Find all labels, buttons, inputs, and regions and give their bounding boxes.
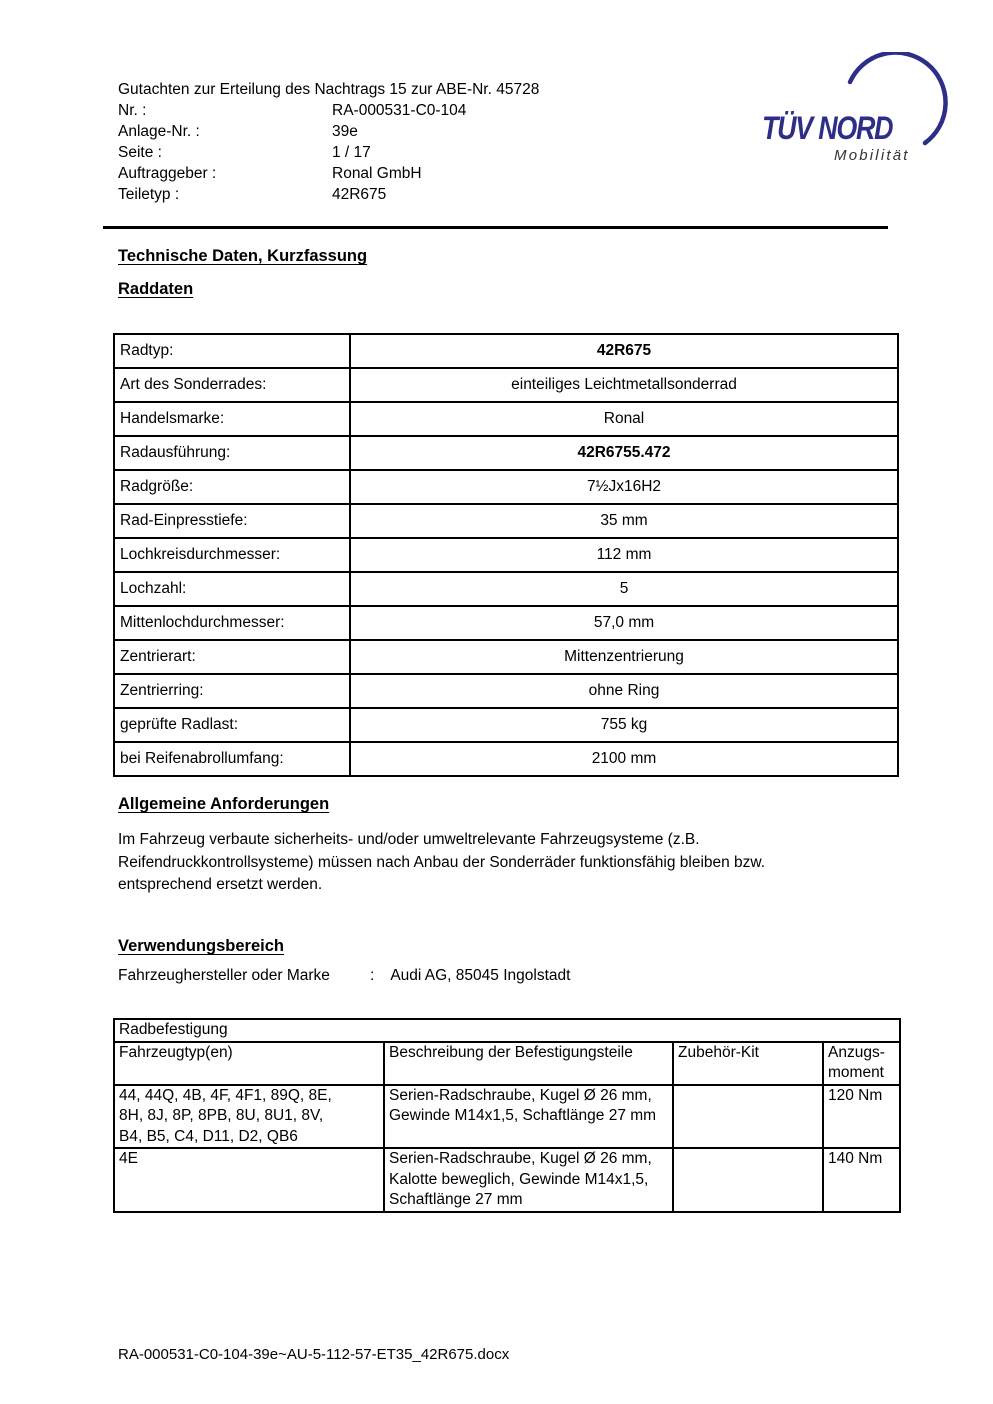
row-label: Mittenlochdurchmesser: xyxy=(114,606,350,640)
fahrzeughersteller-line xyxy=(118,967,570,985)
cell-beschreibung: Serien-Radschraube, Kugel Ø 26 mm, Kalotte beweglich, Gewinde M14x1,5, Schaftlänge 27 mm xyxy=(384,1148,673,1212)
cell-fahrzeugtypen: 44, 44Q, 4B, 4F, 4F1, 89Q, 8E, 8H, 8J, 8P, 8PB, 8U, 8U1, 8V, B4, B5, C4, D11, D2, QB6 xyxy=(114,1085,384,1149)
cell-fahrzeugtypen: 4E xyxy=(114,1148,384,1212)
table-row xyxy=(114,1085,900,1149)
section-heading-raddaten: Raddaten xyxy=(118,280,194,298)
table-row xyxy=(114,1148,900,1212)
row-label: Radgröße: xyxy=(114,470,350,504)
field-value: 42R675 xyxy=(332,186,387,203)
paragraph-line: Im Fahrzeug verbaute sicherheits- und/oder umweltrelevante Fahrzeugsysteme (z.B. xyxy=(118,831,700,848)
header-field-anlage-nr xyxy=(118,121,539,142)
fahrzeughersteller-label: Fahrzeughersteller oder Marke xyxy=(118,967,330,984)
cell-zubehoer xyxy=(673,1148,823,1212)
row-value: Mittenzentrierung xyxy=(350,640,898,674)
row-label: Lochkreisdurchmesser: xyxy=(114,538,350,572)
table-title: Radbefestigung xyxy=(114,1019,900,1042)
row-value: 755 kg xyxy=(350,708,898,742)
field-value: 39e xyxy=(332,123,358,140)
tuev-nord-logo xyxy=(748,52,958,177)
table-row xyxy=(114,640,898,674)
cell-zubehoer xyxy=(673,1085,823,1149)
row-label: Radausführung: xyxy=(114,436,350,470)
section-heading-verwendungsbereich: Verwendungsbereich xyxy=(118,937,284,955)
header-divider xyxy=(103,226,888,229)
table-row xyxy=(114,436,898,470)
field-label: Auftraggeber : xyxy=(118,165,217,182)
field-label: Nr. : xyxy=(118,102,147,119)
header-field-seite xyxy=(118,142,539,163)
paragraph-line: entsprechend ersetzt werden. xyxy=(118,876,323,893)
row-value: 112 mm xyxy=(350,538,898,572)
paragraph-line: Reifendruckkontrollsysteme) müssen nach Anbau der Sonderräder funktionsfähig bleiben bzw. xyxy=(118,853,766,871)
table-row xyxy=(114,334,898,368)
table-row xyxy=(114,674,898,708)
row-value: einteiliges Leichtmetallsonderrad xyxy=(350,368,898,402)
section-heading-allgemeine-anforderungen: Allgemeine Anforderungen xyxy=(118,795,330,813)
field-label: Seite : xyxy=(118,144,162,161)
row-value: ohne Ring xyxy=(350,674,898,708)
table-row xyxy=(114,708,898,742)
table-row xyxy=(114,402,898,436)
row-value: 35 mm xyxy=(350,504,898,538)
row-value: 42R675 xyxy=(350,334,898,368)
row-label: geprüfte Radlast: xyxy=(114,708,350,742)
row-label: Art des Sonderrades: xyxy=(114,368,350,402)
cell-beschreibung: Serien-Radschraube, Kugel Ø 26 mm, Gewinde M14x1,5, Schaftlänge 27 mm xyxy=(384,1085,673,1149)
field-value: 1 / 17 xyxy=(332,144,371,161)
allgemeine-paragraph xyxy=(118,829,765,897)
row-value: 57,0 mm xyxy=(350,606,898,640)
row-value: 7½Jx16H2 xyxy=(350,470,898,504)
column-header-anzugsmoment: Anzugs- moment xyxy=(823,1042,900,1085)
fahrzeughersteller-colon: : xyxy=(370,967,375,984)
row-label: bei Reifenabrollumfang: xyxy=(114,742,350,776)
field-value: RA-000531-C0-104 xyxy=(332,102,467,119)
section-heading-technische-daten: Technische Daten, Kurzfassung xyxy=(118,247,368,265)
logo-wordmark: TÜV NORD xyxy=(762,110,893,146)
table-row xyxy=(114,538,898,572)
header-field-nr xyxy=(118,100,539,121)
row-value: Ronal xyxy=(350,402,898,436)
table-row xyxy=(114,504,898,538)
row-label: Rad-Einpresstiefe: xyxy=(114,504,350,538)
table-row xyxy=(114,572,898,606)
field-label: Teiletyp : xyxy=(118,186,180,203)
table-header-row xyxy=(114,1042,900,1085)
cell-anzugsmoment: 140 Nm xyxy=(823,1148,900,1212)
raddaten-table xyxy=(113,333,899,777)
header-field-auftraggeber xyxy=(118,163,539,184)
field-label: Anlage-Nr. : xyxy=(118,123,200,140)
table-row xyxy=(114,368,898,402)
row-label: Zentrierart: xyxy=(114,640,350,674)
document-title: Gutachten zur Erteilung des Nachtrags 15 zur ABE-Nr. 45728 xyxy=(118,81,540,98)
logo-subtitle: Mobilität xyxy=(834,147,910,164)
cell-anzugsmoment: 120 Nm xyxy=(823,1085,900,1149)
row-label: Zentrierring: xyxy=(114,674,350,708)
radbefestigung-table xyxy=(113,1018,901,1213)
fahrzeughersteller-value: Audi AG, 85045 Ingolstadt xyxy=(390,967,571,984)
field-value: Ronal GmbH xyxy=(332,165,422,182)
column-header-fahrzeugtypen: Fahrzeugtyp(en) xyxy=(114,1042,384,1085)
row-label: Lochzahl: xyxy=(114,572,350,606)
row-value: 42R6755.472 xyxy=(350,436,898,470)
column-header-beschreibung: Beschreibung der Befestigungsteile xyxy=(384,1042,673,1085)
table-title-row xyxy=(114,1019,900,1042)
row-value: 5 xyxy=(350,572,898,606)
column-header-zubehoer-kit: Zubehör-Kit xyxy=(673,1042,823,1085)
document-filename: RA-000531-C0-104-39e~AU-5-112-57-ET35_42R675.docx xyxy=(118,1346,510,1363)
header-field-teiletyp xyxy=(118,184,539,205)
row-value: 2100 mm xyxy=(350,742,898,776)
table-row xyxy=(114,606,898,640)
table-row xyxy=(114,470,898,504)
row-label: Radtyp: xyxy=(114,334,350,368)
document-header xyxy=(118,79,539,205)
table-row xyxy=(114,742,898,776)
row-label: Handelsmarke: xyxy=(114,402,350,436)
